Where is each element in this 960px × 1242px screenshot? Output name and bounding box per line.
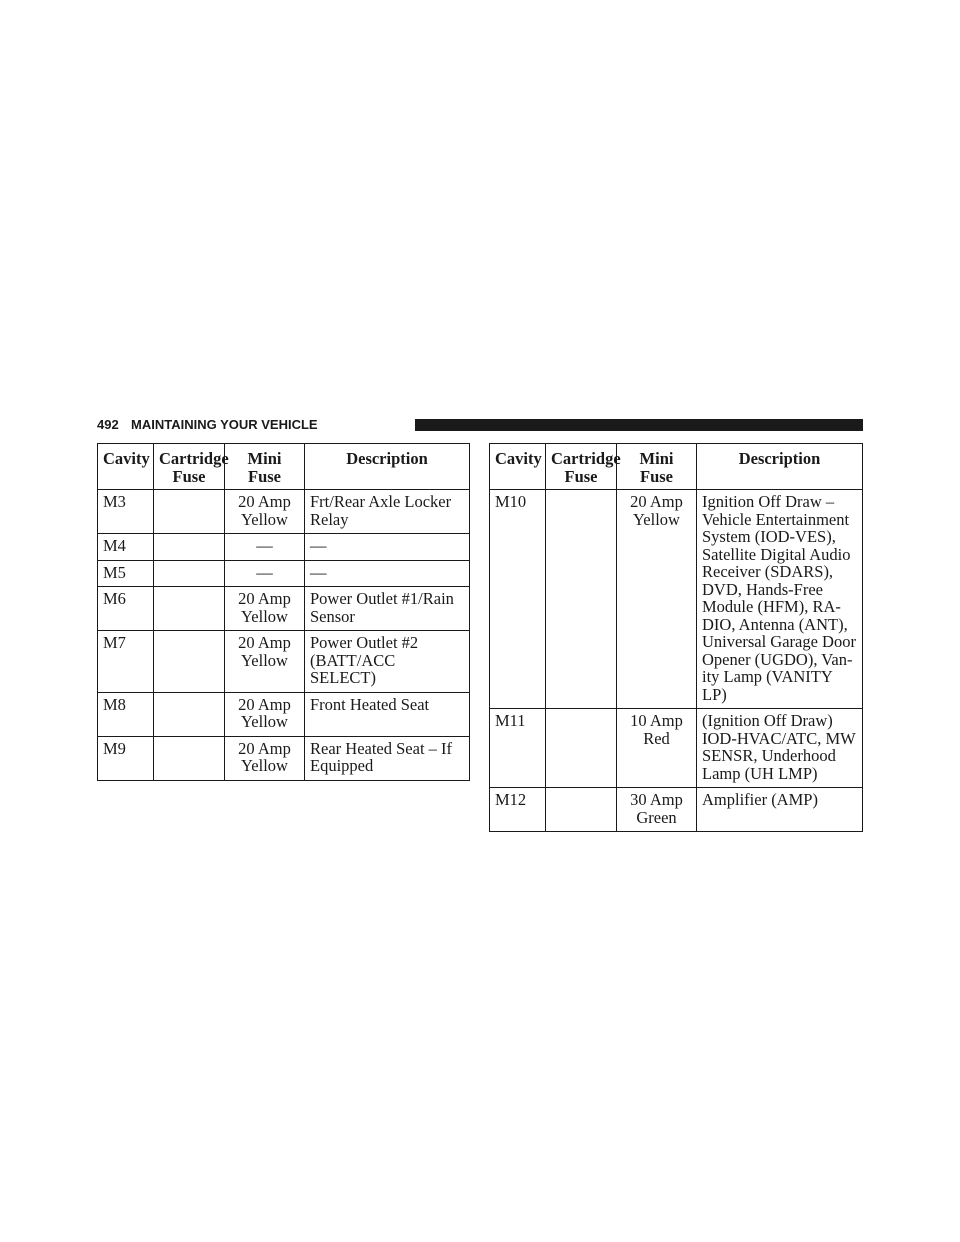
description-line: Ignition Off Draw – — [702, 492, 835, 511]
cartridge-cell — [546, 788, 617, 832]
description-line: Receiver (SDARS), — [702, 562, 834, 581]
cavity-cell: M4 — [98, 534, 154, 561]
table-row — [490, 490, 863, 709]
description-line: (BATT/ACC SELECT) — [310, 650, 396, 687]
mini-fuse-cell — [225, 534, 305, 561]
mini-fuse-line: Green — [636, 807, 677, 827]
table-row — [98, 692, 470, 736]
description-line: System (IOD-VES), — [702, 527, 836, 546]
cartridge-cell — [154, 631, 225, 693]
description-line: Power Outlet #2 — [310, 633, 419, 652]
cavity-cell: M9 — [98, 736, 154, 780]
description-line: Relay — [310, 509, 349, 529]
description-line: Rear Heated Seat – If — [310, 738, 453, 758]
description-cell — [697, 709, 863, 788]
mini-fuse-line: 10 Amp — [630, 711, 683, 730]
mini-fuse-line: Yellow — [241, 712, 288, 731]
description-cell — [697, 490, 863, 709]
mini-fuse-line: 20 Amp — [238, 694, 291, 714]
cartridge-cell — [154, 692, 225, 736]
mini-fuse-line: 30 Amp — [630, 790, 683, 809]
mini-fuse-cell — [225, 631, 305, 693]
description-line: Front Heated Seat — [310, 694, 430, 714]
mini-fuse-cell — [225, 736, 305, 780]
cavity-cell: M3 — [98, 490, 154, 534]
page-header — [97, 417, 863, 433]
description-line: (Ignition Off Draw) — [702, 711, 833, 730]
table-row — [490, 788, 863, 832]
cavity-cell: M12 — [490, 788, 546, 832]
description-cell — [305, 560, 470, 587]
mini-fuse-line: 20 Amp — [238, 492, 291, 511]
mini-fuse-line: Red — [643, 728, 670, 748]
fuse-table-left — [97, 443, 470, 781]
description-line: DVD, Hands-Free — [702, 579, 823, 599]
description-line: DIO, Antenna (ANT), — [702, 614, 848, 634]
column-header-cartridge: Cartridge Fuse — [546, 444, 617, 490]
mini-fuse-line: Yellow — [241, 650, 288, 670]
column-header-mini: Mini Fuse — [225, 444, 305, 490]
mini-fuse-line: Yellow — [633, 509, 680, 529]
description-line: Equipped — [310, 756, 374, 775]
description-cell — [305, 736, 470, 780]
cavity-cell: M5 — [98, 560, 154, 587]
table-row — [490, 709, 863, 788]
column-header-cavity: Cavity — [490, 444, 546, 490]
mini-fuse-cell — [225, 490, 305, 534]
table-row — [98, 587, 470, 631]
cartridge-cell — [154, 560, 225, 587]
cavity-cell: M8 — [98, 692, 154, 736]
table-header-row — [98, 444, 470, 490]
mini-fuse-cell — [225, 587, 305, 631]
description-cell — [305, 534, 470, 561]
cavity-cell: M6 — [98, 587, 154, 631]
description-line: Universal Garage Door — [702, 632, 856, 651]
description-cell — [305, 692, 470, 736]
cartridge-cell — [154, 587, 225, 631]
mini-fuse-line: — — [256, 536, 273, 555]
mini-fuse-line: 20 Amp — [238, 738, 291, 758]
cartridge-cell — [546, 709, 617, 788]
description-cell — [305, 587, 470, 631]
description-line: Sensor — [310, 606, 355, 626]
mini-fuse-line: 20 Amp — [238, 633, 291, 652]
cartridge-cell — [154, 490, 225, 534]
description-line: Satellite Digital Audio — [702, 544, 851, 564]
column-header-cartridge: Cartridge Fuse — [154, 444, 225, 490]
description-line: Amplifier (AMP) — [702, 790, 818, 809]
description-line: SENSR, Underhood — [702, 746, 836, 765]
mini-fuse-cell — [225, 692, 305, 736]
description-line: — — [310, 536, 327, 555]
description-line: IOD-HVAC/ATC, MW — [702, 728, 856, 748]
description-cell — [305, 490, 470, 534]
table-row — [98, 736, 470, 780]
mini-fuse-cell — [225, 560, 305, 587]
column-header-description: Description — [305, 444, 470, 490]
fuse-table-right — [489, 443, 863, 832]
mini-fuse-line: — — [256, 562, 273, 582]
column-header-description: Description — [697, 444, 863, 490]
cavity-cell: M10 — [490, 490, 546, 709]
mini-fuse-line: 20 Amp — [238, 589, 291, 608]
description-line: Opener (UGDO), Van- — [702, 649, 853, 669]
cavity-cell: M11 — [490, 709, 546, 788]
table-row — [98, 534, 470, 561]
mini-fuse-line: Yellow — [241, 509, 288, 529]
cartridge-cell — [546, 490, 617, 709]
description-line: ity Lamp (VANITY LP) — [702, 667, 833, 704]
description-line: Lamp (UH LMP) — [702, 763, 818, 783]
table-row — [98, 631, 470, 693]
description-cell — [305, 631, 470, 693]
description-line: Module (HFM), RA- — [702, 597, 841, 616]
table-row — [98, 490, 470, 534]
page-number: 492 — [97, 417, 119, 432]
description-line: — — [310, 562, 327, 582]
table-row — [98, 560, 470, 587]
column-header-mini: Mini Fuse — [617, 444, 697, 490]
description-line: Power Outlet #1/Rain — [310, 589, 454, 608]
header-rule-bar — [415, 419, 863, 431]
mini-fuse-line: Yellow — [241, 606, 288, 626]
cartridge-cell — [154, 534, 225, 561]
mini-fuse-line: 20 Amp — [630, 492, 683, 511]
mini-fuse-cell — [617, 788, 697, 832]
description-cell — [697, 788, 863, 832]
section-title: MAINTAINING YOUR VEHICLE — [131, 417, 318, 432]
mini-fuse-cell — [617, 709, 697, 788]
mini-fuse-cell — [617, 490, 697, 709]
description-line: Frt/Rear Axle Locker — [310, 492, 452, 511]
mini-fuse-line: Yellow — [241, 756, 288, 775]
cartridge-cell — [154, 736, 225, 780]
table-header-row — [490, 444, 863, 490]
cavity-cell: M7 — [98, 631, 154, 693]
column-header-cavity: Cavity — [98, 444, 154, 490]
description-line: Vehicle Entertainment — [702, 509, 850, 529]
